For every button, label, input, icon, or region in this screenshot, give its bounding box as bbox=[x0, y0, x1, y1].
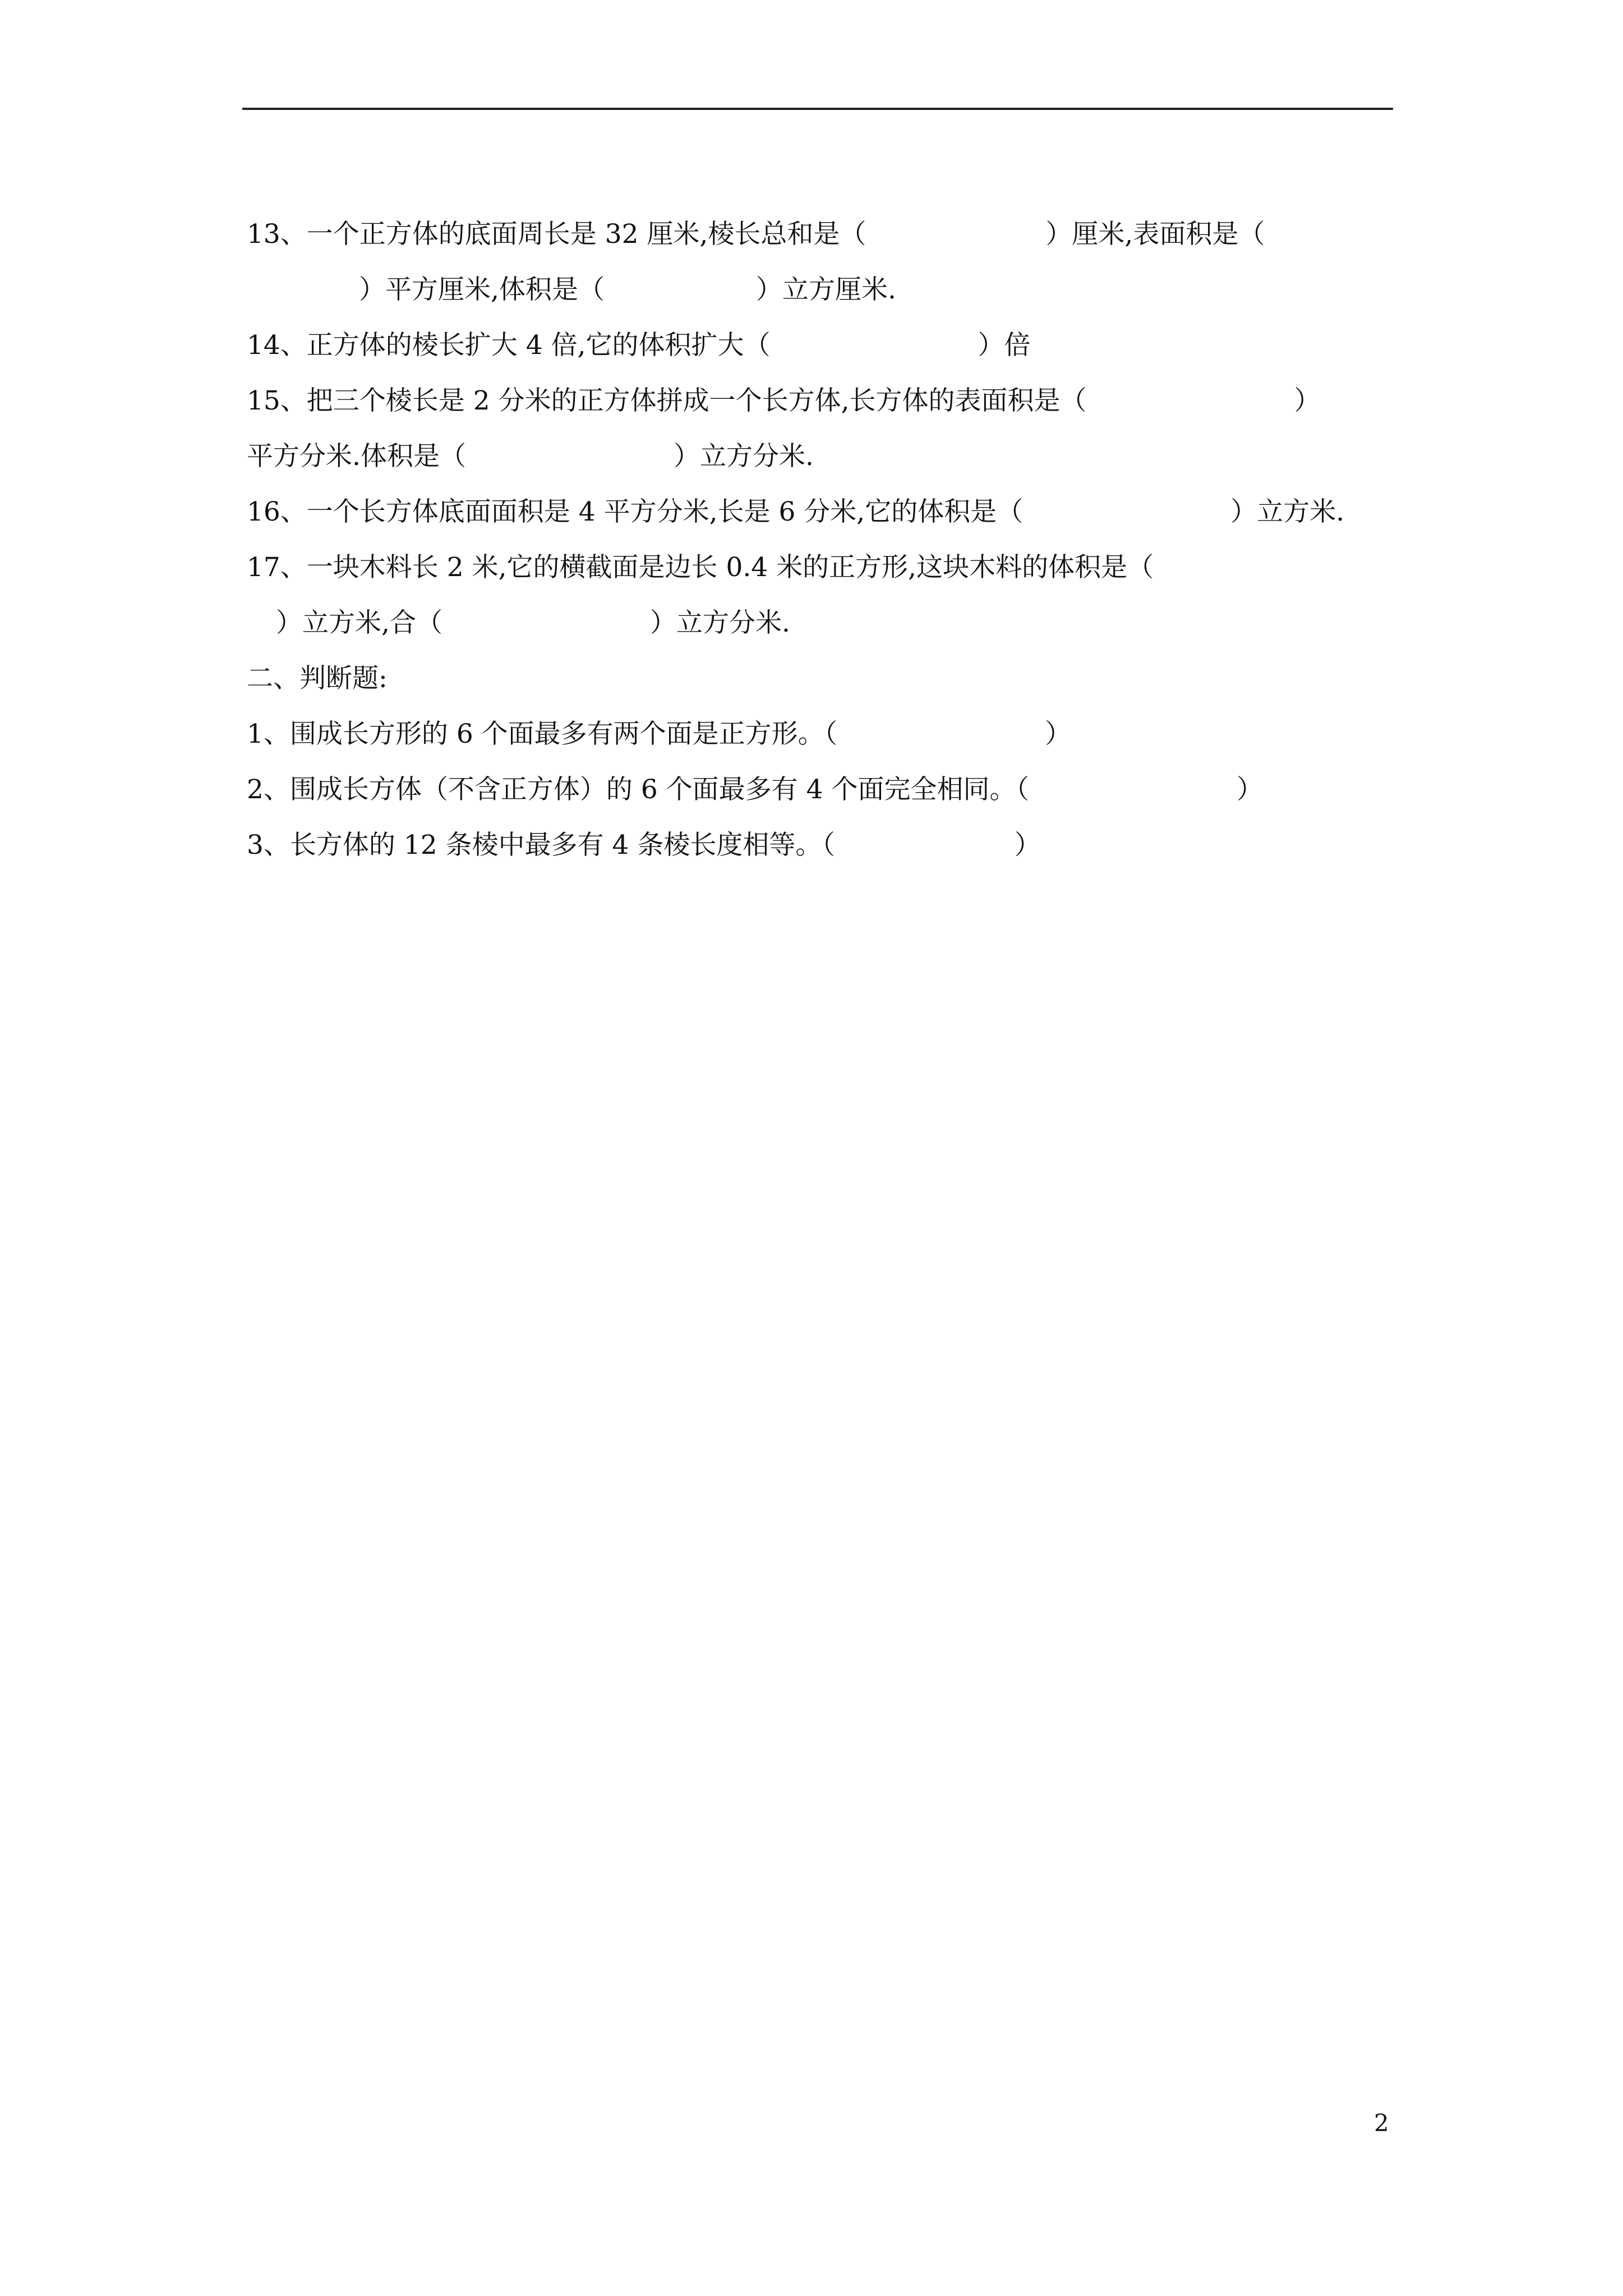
judgment-1 bbox=[247, 706, 1402, 762]
text-segment: ）立方分米. bbox=[673, 441, 814, 472]
question-17-line-2 bbox=[247, 595, 1402, 651]
header-rule bbox=[242, 108, 1393, 110]
question-16 bbox=[247, 484, 1402, 540]
text-segment: ） bbox=[1045, 719, 1072, 749]
text-segment: ）立方米,合（ bbox=[276, 608, 442, 638]
text-segment: 17、一块木料长 2 米,它的横截面是边长 0.4 米的正方形,这块木料的体积是（ bbox=[247, 552, 1154, 583]
judgment-3 bbox=[247, 817, 1402, 873]
text-segment: 14、正方体的棱长扩大 4 倍,它的体积扩大（ bbox=[247, 330, 771, 361]
text-segment: ）立方米. bbox=[1230, 496, 1345, 527]
text-segment: ）倍 bbox=[978, 330, 1031, 361]
text-segment: ） bbox=[1236, 774, 1263, 805]
text-segment: ）立方厘米. bbox=[755, 274, 896, 305]
text-segment: 2、围成长方体（不含正方体）的 6 个面最多有 4 个面完全相同。（ bbox=[247, 774, 1029, 805]
text-segment: 15、把三个棱长是 2 分米的正方体拼成一个长方体,长方体的表面积是（ bbox=[247, 385, 1087, 416]
question-15-line-2 bbox=[247, 429, 1402, 484]
section-heading-judgment bbox=[247, 651, 1402, 706]
text-segment: 平方分米.体积是（ bbox=[247, 441, 466, 472]
worksheet-body bbox=[247, 206, 1402, 873]
question-13-line-2 bbox=[247, 262, 1402, 318]
text-segment: 16、一个长方体底面面积是 4 平方分米,长是 6 分米,它的体积是（ bbox=[247, 496, 1023, 527]
text-segment: 3、长方体的 12 条棱中最多有 4 条棱长度相等。（ bbox=[247, 830, 835, 861]
text-segment: ） bbox=[1014, 830, 1041, 861]
text-segment: ） bbox=[1294, 385, 1321, 416]
question-14 bbox=[247, 318, 1402, 373]
section-title: 二、判断题: bbox=[247, 663, 388, 694]
question-15-line-1 bbox=[247, 373, 1402, 429]
question-13-line-1 bbox=[247, 206, 1402, 262]
text-segment: ）立方分米. bbox=[649, 608, 790, 638]
text-segment: ）平方厘米,体积是（ bbox=[359, 274, 605, 305]
judgment-2 bbox=[247, 762, 1402, 817]
page-number: 2 bbox=[1374, 2109, 1389, 2137]
text-segment: ）厘米,表面积是（ bbox=[1045, 219, 1265, 250]
text-segment: 13、一个正方体的底面周长是 32 厘米,棱长总和是（ bbox=[247, 219, 866, 250]
question-17-line-1 bbox=[247, 540, 1402, 595]
text-segment: 1、围成长方形的 6 个面最多有两个面是正方形。（ bbox=[247, 719, 838, 749]
